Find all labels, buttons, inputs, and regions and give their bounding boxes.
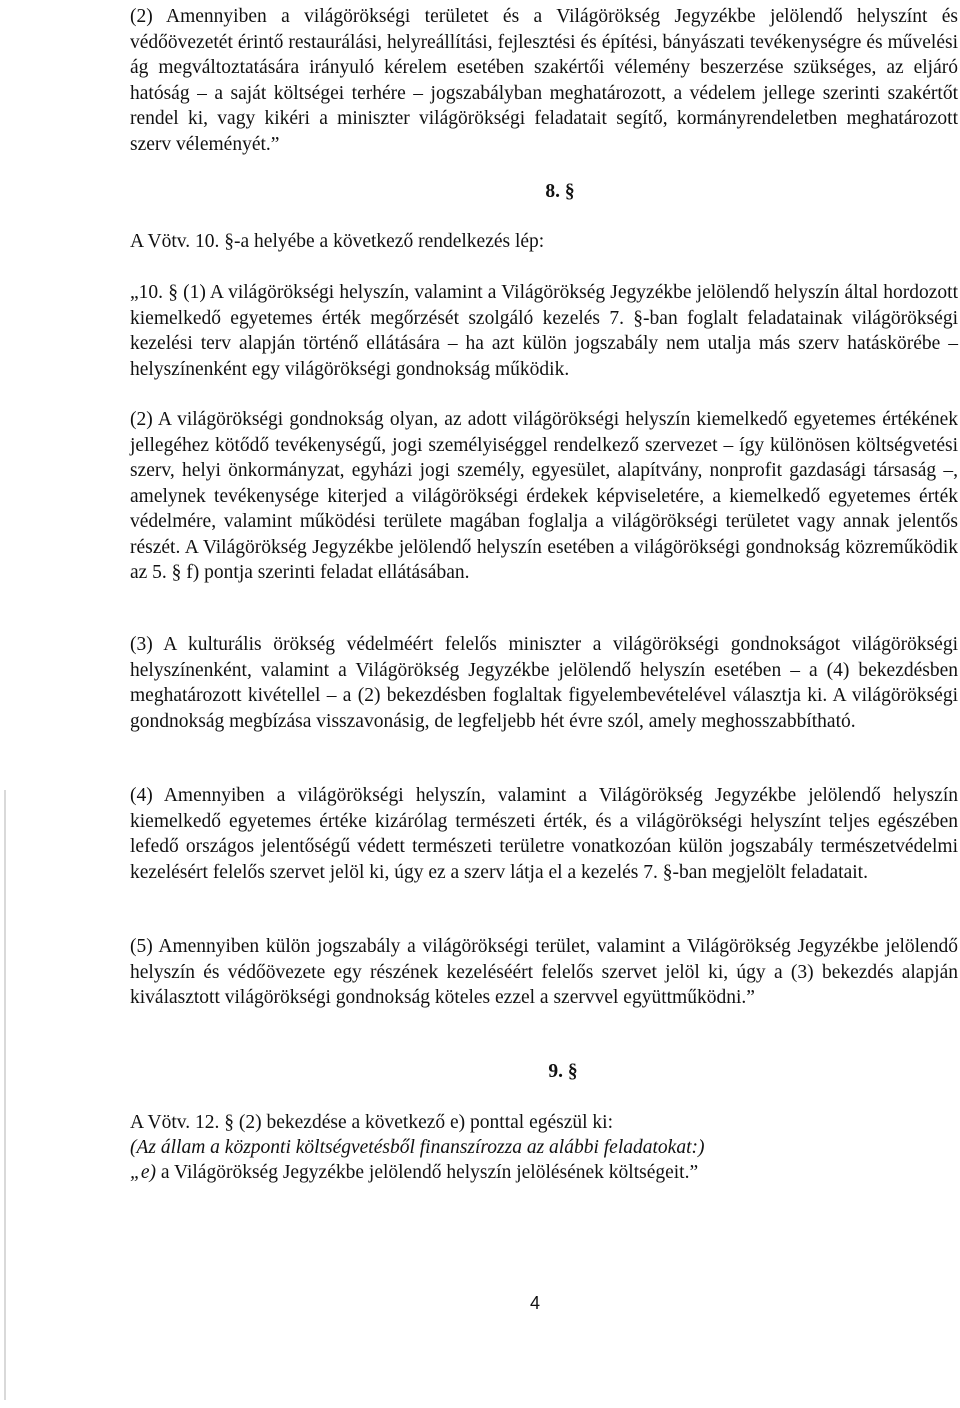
section-9-line-2: (Az állam a központi költségvetésből finanszírozza az alábbi feladatokat:) [130,1137,705,1158]
paragraph-10-4: (4) Amennyiben a világörökségi helyszín, valamint a Világörökség Jegyzékbe jelölendő helyszín kiemelkedő egyetemes értéke kizárólag természeti érték, és a világörökségi helyszínt teljes egészében lefedő országos jelentőségű védett természeti területre vonatkozóan külön jogszabály természetvédelmi kezelésért felelős szervet jelöl ki, úgy ez a szerv látja el a kezelés 7. §-ban megjelölt feladatait. [130,785,958,883]
paragraph-10-5: (5) Amennyiben külön jogszabály a világörökségi terület, valamint a Világörökség Jegyzékbe jelölendő helyszín és védőövezete egy részének kezeléséért felelős szervet jelöl ki, úgy a (3) bekezdés alapján kiválasztott világörökségi gondnokság köteles ezzel a szervvel együttműködni.” [130,936,958,1008]
point-e-label: „e) [130,1162,156,1183]
section-9-line-1: A Vötv. 12. § (2) bekezdése a következő e) ponttal egészül ki: [130,1112,614,1133]
point-e-text: a Világörökség Jegyzékbe jelölendő helyszín jelölésének költségeit.” [156,1162,699,1183]
paragraph-10-2: (2) A világörökségi gondnokság olyan, az adott világörökségi helyszín kiemelkedő egyetemes értékének jellegéhez kötődő tevékenységű, jogi személyiséggel rendelkező szervezet – így különösen költségvetési szerv, helyi önkormányzat, egyházi jogi személy, egyesület, alapítvány, nonprofit gazdasági társaság –, amelynek tevékenysége kiterjed a világörökségi érdekek képviseletére, a kiemelkedő egyetemes érték védelmére, valamint működési területe magában foglalja a világörökségi területet vagy annak jelentős részét. A Világörökség Jegyzékbe jelölendő helyszín esetében a világörökségi gondnokság közreműködik az 5. § f) pontja szerinti feladat ellátásában. [130,409,958,583]
scan-edge [4,790,6,1400]
paragraph-10-1: „10. § (1) A világörökségi helyszín, valamint a Világörökség Jegyzékbe jelölendő helyszín által hordozott kiemelkedő egyetemes érték megőrzését szolgáló kezelés 7. §-ban foglalt feladatainak világörökségi kezelési terv alapján történő ellátására – ha azt külön jogszabály nem utalja más szerv hatáskörébe – helyszínenként egy világörökségi gondnokság működik. [130,282,958,380]
page-number: 4 [530,1293,541,1313]
section-8-intro: A Vötv. 10. §-a helyébe a következő rendelkezés lép: [130,231,545,252]
section-9-line-3 [130,1160,698,1186]
section-9-heading: 9. § [548,1061,578,1082]
section-8-heading: 8. § [545,181,575,202]
paragraph-10-3: (3) A kulturális örökség védelméért felelős miniszter a világörökségi gondnokságot világörökségi helyszínenként, valamint a Világörökség Jegyzékbe jelölendő helyszín esetében – a (4) bekezdésben meghatározott kivétellel – a (2) bekezdésben foglaltak figyelembevételével választja ki. A világörökségi gondnokság megbízása visszavonásig, de legfeljebb hét évre szól, amely meghosszabbítható. [130,634,958,732]
paragraph-2-intro: (2) Amennyiben a világörökségi területet és a Világörökség Jegyzékbe jelölendő helyszínt és védőövezetét érintő restaurálási, helyreállítási, fejlesztési és építési, bányászati tevékenységre és művelési ág megváltoztatására irányuló kérelem esetében szakértői vélemény beszerzése szükséges, az eljáró hatóság – a saját költségei terhére – jogszabályban meghatározott, a védelem jellege szerinti szakértőt rendel ki, vagy kikéri a miniszter világörökségi feladatait segítő, kormányrendeletben meghatározott szerv véleményét.” [130,6,958,155]
